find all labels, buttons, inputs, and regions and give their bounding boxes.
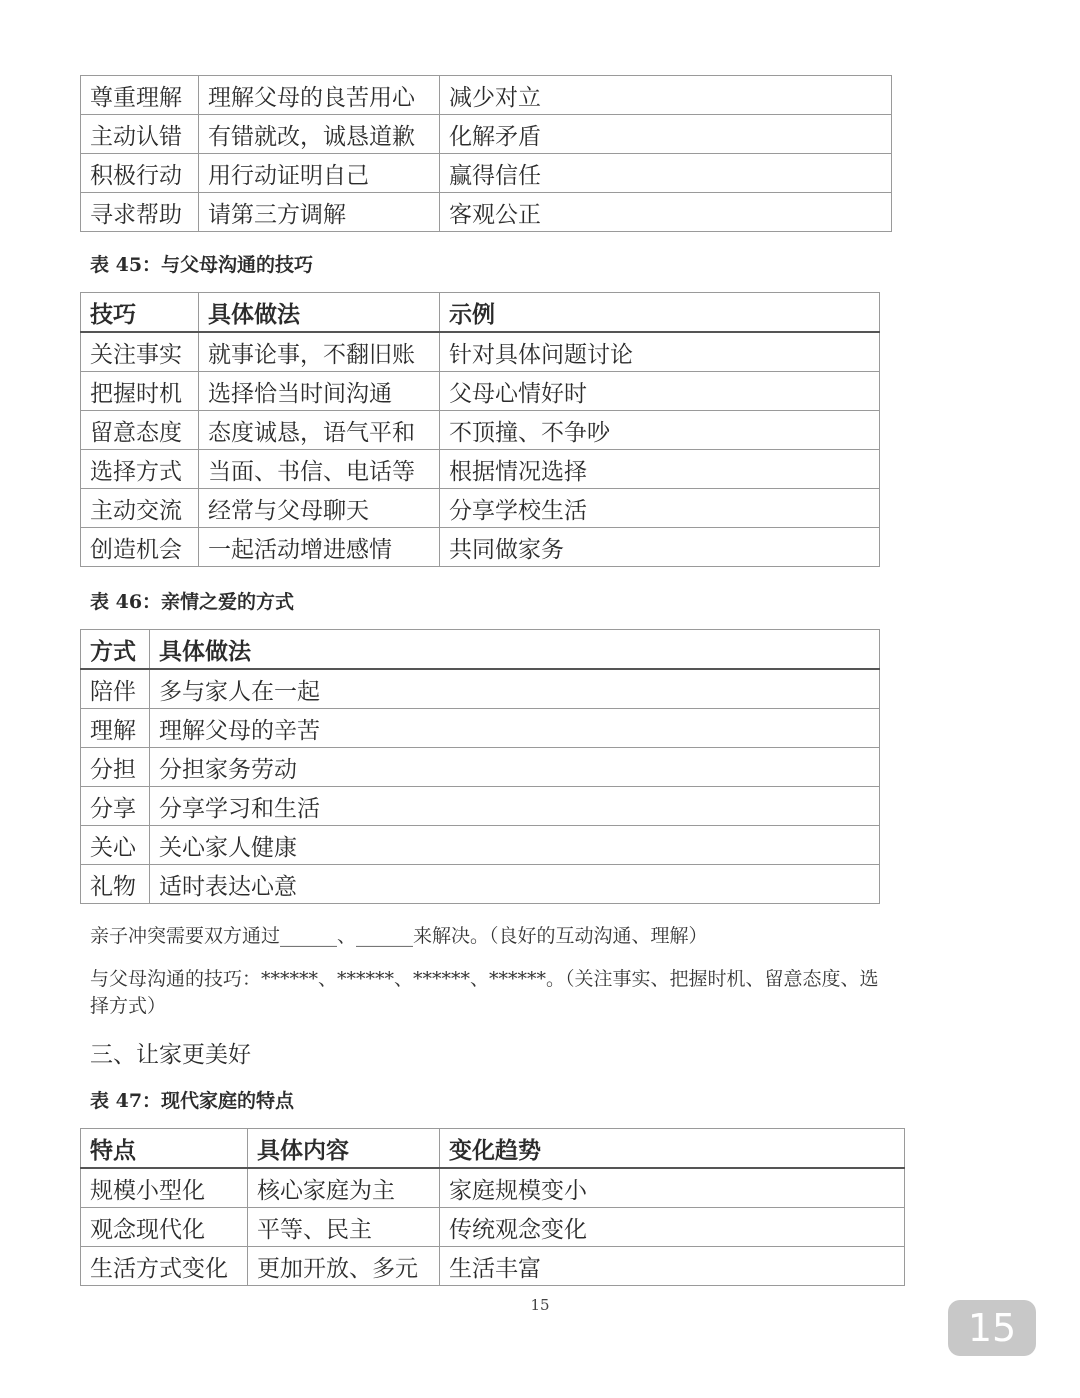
table-header-row bbox=[81, 293, 880, 333]
table-cell: 留意态度 bbox=[81, 411, 199, 450]
table-cell: 当面、书信、电话等 bbox=[199, 450, 440, 489]
table46 bbox=[80, 629, 880, 904]
table-cell: 客观公正 bbox=[440, 193, 892, 232]
column-header: 具体做法 bbox=[199, 293, 440, 333]
table-cell: 理解父母的良苦用心 bbox=[199, 76, 440, 115]
table-row bbox=[81, 1168, 905, 1208]
table-cell: 理解 bbox=[81, 709, 150, 748]
table-header-row bbox=[81, 1129, 905, 1169]
table45 bbox=[80, 292, 880, 567]
fill-in-blank-text: 亲子冲突需要双方通过______、______来解决。（良好的互动沟通、理解） bbox=[90, 925, 708, 947]
table-cell: 核心家庭为主 bbox=[248, 1168, 440, 1208]
table47-caption: 表 47：现代家庭的特点 bbox=[90, 1090, 295, 1112]
table-cell: 规模小型化 bbox=[81, 1168, 248, 1208]
table-cell: 有错就改，诚恳道歉 bbox=[199, 115, 440, 154]
table-cell: 分享学校生活 bbox=[440, 489, 880, 528]
table-cell: 分担 bbox=[81, 748, 150, 787]
table-cell: 选择方式 bbox=[81, 450, 199, 489]
table-row bbox=[81, 372, 880, 411]
column-header: 示例 bbox=[440, 293, 880, 333]
table-cell: 把握时机 bbox=[81, 372, 199, 411]
table-header-row bbox=[81, 630, 880, 670]
table-cell: 多与家人在一起 bbox=[150, 669, 880, 709]
table-cell: 积极行动 bbox=[81, 154, 199, 193]
column-header: 技巧 bbox=[81, 293, 199, 333]
table-row bbox=[81, 528, 880, 567]
column-header: 特点 bbox=[81, 1129, 248, 1169]
table-cell: 礼物 bbox=[81, 865, 150, 904]
table-row bbox=[81, 787, 880, 826]
table-cell: 就事论事，不翻旧账 bbox=[199, 332, 440, 372]
column-header: 具体做法 bbox=[150, 630, 880, 670]
table-cell: 共同做家务 bbox=[440, 528, 880, 567]
table-cell: 赢得信任 bbox=[440, 154, 892, 193]
table-row bbox=[81, 1247, 905, 1286]
table-cell: 分担家务劳动 bbox=[150, 748, 880, 787]
table-row bbox=[81, 450, 880, 489]
table-row bbox=[81, 76, 892, 115]
table-row bbox=[81, 865, 880, 904]
table-cell: 不顶撞、不争吵 bbox=[440, 411, 880, 450]
table-cell: 传统观念变化 bbox=[440, 1208, 905, 1247]
table-top bbox=[80, 75, 892, 232]
column-header: 方式 bbox=[81, 630, 150, 670]
table-cell: 一起活动增进感情 bbox=[199, 528, 440, 567]
table-cell: 用行动证明自己 bbox=[199, 154, 440, 193]
section-heading: 三、让家更美好 bbox=[90, 1042, 251, 1068]
table-cell: 选择恰当时间沟通 bbox=[199, 372, 440, 411]
table-cell: 针对具体问题讨论 bbox=[440, 332, 880, 372]
table-cell: 关注事实 bbox=[81, 332, 199, 372]
table-row bbox=[81, 1208, 905, 1247]
table-cell: 分享学习和生活 bbox=[150, 787, 880, 826]
table-row bbox=[81, 489, 880, 528]
column-header: 变化趋势 bbox=[440, 1129, 905, 1169]
table-row bbox=[81, 115, 892, 154]
table-cell: 经常与父母聊天 bbox=[199, 489, 440, 528]
table-cell: 父母心情好时 bbox=[440, 372, 880, 411]
table-row bbox=[81, 669, 880, 709]
table-row bbox=[81, 709, 880, 748]
table-cell: 观念现代化 bbox=[81, 1208, 248, 1247]
table47 bbox=[80, 1128, 905, 1286]
table-cell: 适时表达心意 bbox=[150, 865, 880, 904]
table-cell: 尊重理解 bbox=[81, 76, 199, 115]
table-cell: 态度诚恳，语气平和 bbox=[199, 411, 440, 450]
table-cell: 创造机会 bbox=[81, 528, 199, 567]
table-cell: 分享 bbox=[81, 787, 150, 826]
table-cell: 请第三方调解 bbox=[199, 193, 440, 232]
table-cell: 家庭规模变小 bbox=[440, 1168, 905, 1208]
table-cell: 陪伴 bbox=[81, 669, 150, 709]
page-number-badge: 15 bbox=[948, 1300, 1036, 1356]
table-cell: 减少对立 bbox=[440, 76, 892, 115]
table-cell: 化解矛盾 bbox=[440, 115, 892, 154]
table-cell: 主动认错 bbox=[81, 115, 199, 154]
table46-caption: 表 46：亲情之爱的方式 bbox=[90, 591, 295, 613]
table-row bbox=[81, 826, 880, 865]
table-row bbox=[81, 748, 880, 787]
table-cell: 更加开放、多元 bbox=[248, 1247, 440, 1286]
table45-caption: 表 45：与父母沟通的技巧 bbox=[90, 254, 314, 276]
column-header: 具体内容 bbox=[248, 1129, 440, 1169]
table-cell: 生活丰富 bbox=[440, 1247, 905, 1286]
table-cell: 关心 bbox=[81, 826, 150, 865]
table-cell: 平等、民主 bbox=[248, 1208, 440, 1247]
table-row bbox=[81, 154, 892, 193]
table-cell: 根据情况选择 bbox=[440, 450, 880, 489]
table-row bbox=[81, 332, 880, 372]
footer-page-number: 15 bbox=[530, 1296, 550, 1314]
table-cell: 寻求帮助 bbox=[81, 193, 199, 232]
table-cell: 生活方式变化 bbox=[81, 1247, 248, 1286]
tips-text-line-2: 择方式） bbox=[90, 995, 167, 1017]
table-cell: 主动交流 bbox=[81, 489, 199, 528]
table-cell: 理解父母的辛苦 bbox=[150, 709, 880, 748]
table-row bbox=[81, 411, 880, 450]
table-row bbox=[81, 193, 892, 232]
table-cell: 关心家人健康 bbox=[150, 826, 880, 865]
tips-text-line-1: 与父母沟通的技巧：******、******、******、******。（关注事实、把握时机、留意态度、选 bbox=[90, 968, 879, 990]
